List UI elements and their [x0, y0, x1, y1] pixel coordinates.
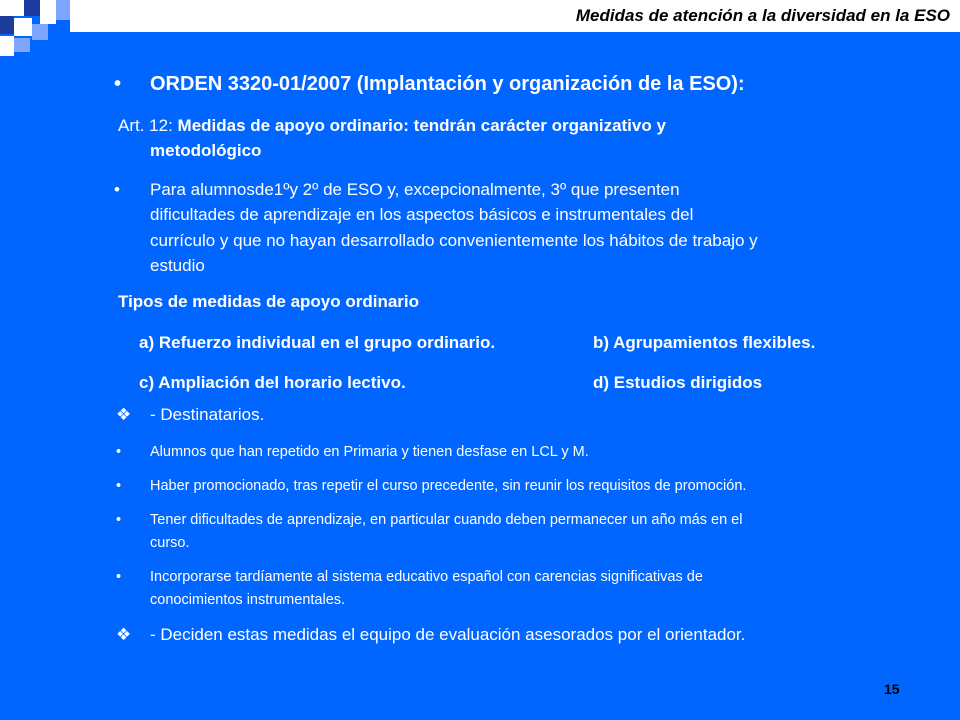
- target-line: currículo y que no hayan desarrollado convenientemente los hábitos de trabajo y: [150, 231, 758, 250]
- diamond-bullet-icon: ❖: [116, 625, 132, 644]
- recipient-item: Haber promocionado, tras repetir el curso precedente, sin reunir los requisitos de promoción.: [150, 478, 747, 494]
- diamond-bullet-icon: ❖: [116, 405, 132, 424]
- recipient-item: Tener dificultades de aprendizaje, en particular cuando deben permanecer un año más en el: [150, 512, 743, 528]
- bullet-glyph: •: [116, 478, 122, 494]
- article-title: Medidas de apoyo ordinario: tendrán carácter organizativo y: [177, 116, 666, 135]
- recipient-item: Incorporarse tardíamente al sistema educativo español con carencias significativas de: [150, 569, 703, 585]
- recipients-label: - Destinatarios.: [150, 405, 265, 424]
- bullet-glyph: •: [116, 512, 122, 528]
- article-prefix: Art. 12:: [118, 116, 178, 135]
- measure-b: b) Agrupamientos flexibles.: [593, 333, 816, 352]
- bullet-glyph: •: [116, 569, 122, 585]
- target-line: estudio: [150, 256, 205, 275]
- target-line: dificultades de aprendizaje en los aspectos básicos e instrumentales del: [150, 205, 694, 224]
- page-number: 15: [884, 681, 900, 697]
- article-title-cont: metodológico: [150, 141, 262, 160]
- recipient-item-cont: curso.: [150, 535, 190, 551]
- bullet-glyph: •: [116, 444, 122, 460]
- bullet-glyph: •: [114, 73, 122, 95]
- measure-d: d) Estudios dirigidos: [593, 373, 763, 392]
- decision-line: - Deciden estas medidas el equipo de evaluación asesorados por el orientador.: [150, 625, 746, 644]
- article-line: [118, 116, 666, 136]
- types-heading: Tipos de medidas de apoyo ordinario: [118, 292, 420, 311]
- target-line: Para alumnosde1ºy 2º de ESO y, excepcionalmente, 3º que presenten: [150, 180, 680, 199]
- recipient-item-cont: conocimientos instrumentales.: [150, 592, 346, 608]
- bullet-glyph: •: [114, 180, 120, 199]
- recipient-item: Alumnos que han repetido en Primaria y tienen desfase en LCL y M.: [150, 444, 589, 460]
- slide-header-title: Medidas de atención a la diversidad en la ESO: [575, 6, 950, 25]
- measure-c: c) Ampliación del horario lectivo.: [139, 373, 406, 392]
- orden-heading: ORDEN 3320-01/2007 (Implantación y organización de la ESO):: [150, 73, 745, 95]
- measure-a: a) Refuerzo individual en el grupo ordinario.: [139, 333, 496, 352]
